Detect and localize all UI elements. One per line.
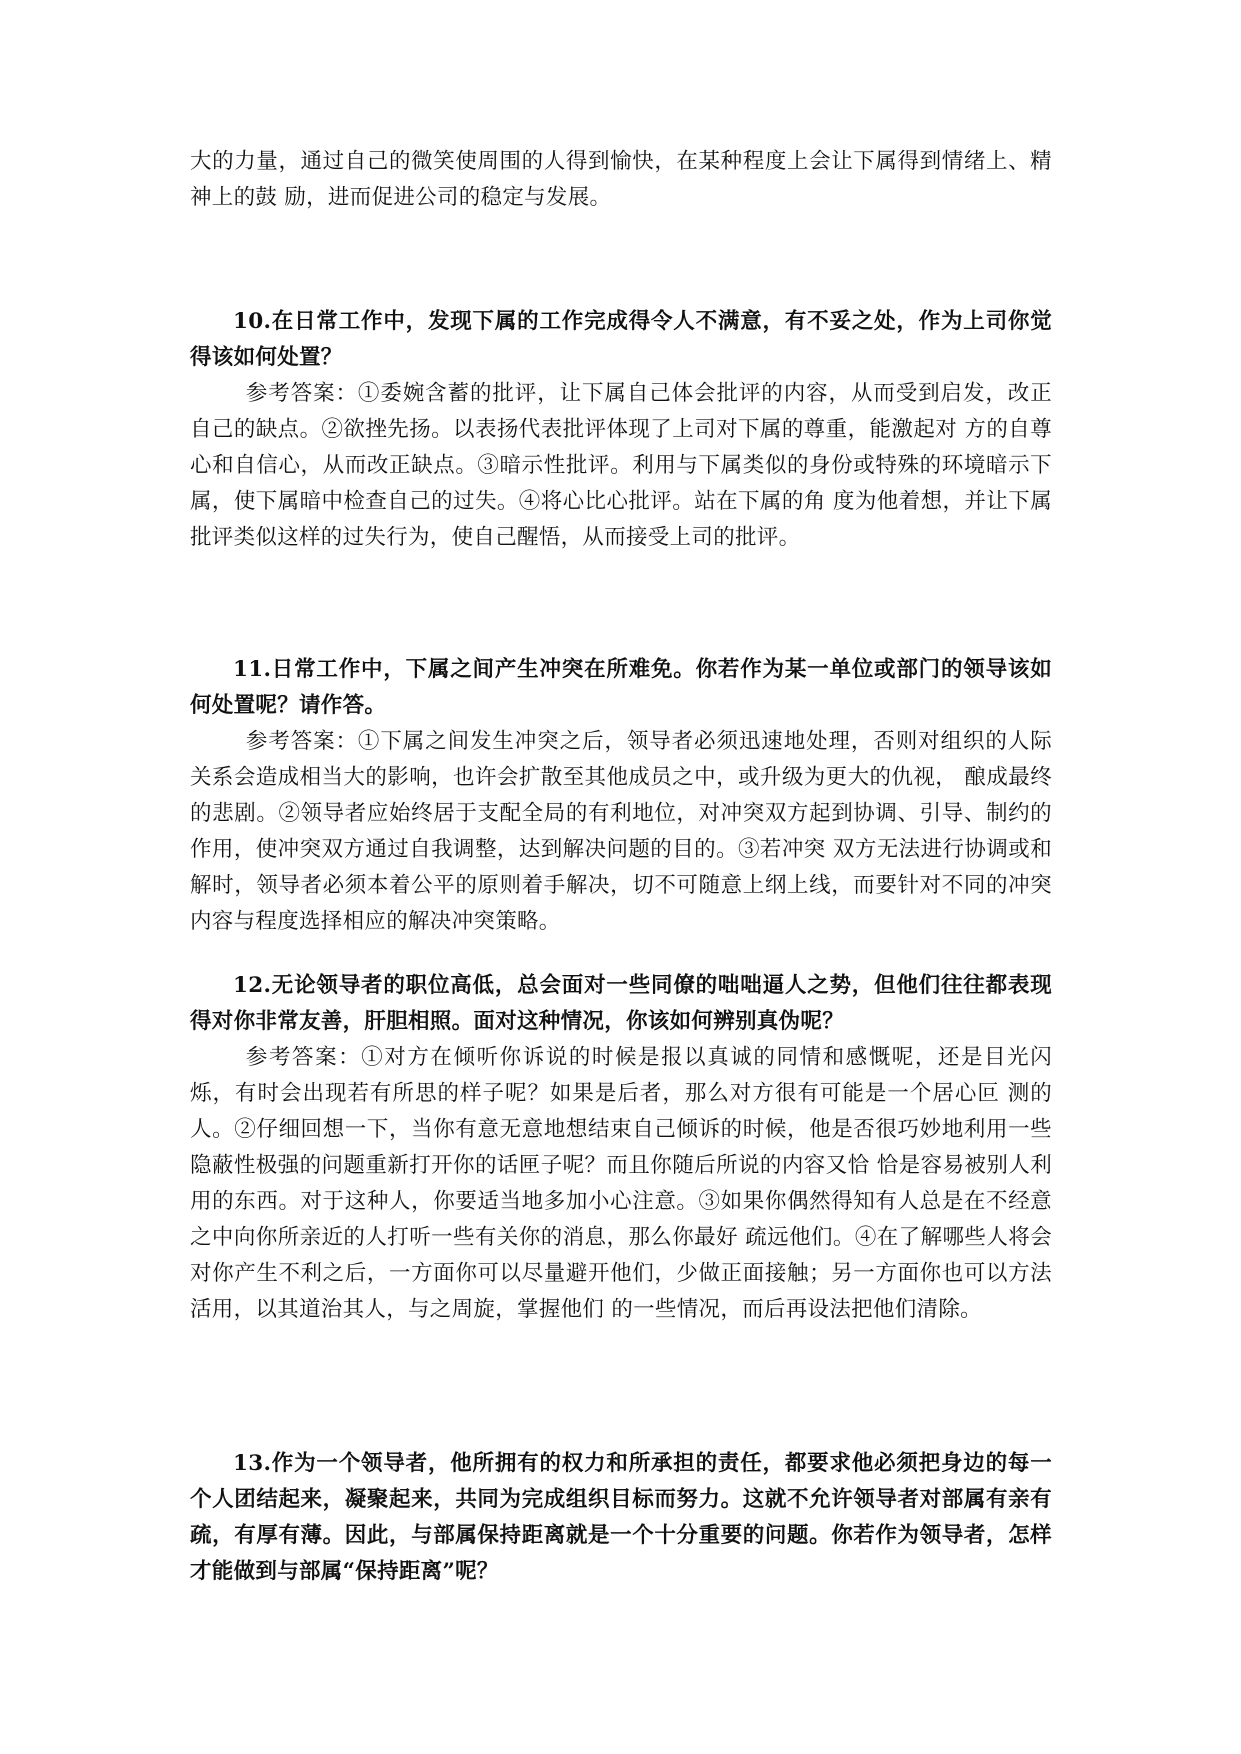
question-13-title: 13.作为一个领导者，他所拥有的权力和所承担的责任，都要求他必须把身边的每一个人团结起来，凝聚起来，共同为完成组织目标而努力。这就不允许领导者对部属有亲有疏，有厚有薄。因此，与部属保持距离就是一个十分重要的问题。你若作为领导者，怎样才能做到与部属“保持距离”呢？ [190, 1451, 1052, 1584]
question-10-title: 10.在日常工作中，发现下属的工作完成得令人不满意，有不妥之处，作为上司你觉得该如何处置？ [190, 309, 1052, 370]
question-11-block [190, 652, 1052, 940]
question-12-title: 12.无论领导者的职位高低，总会面对一些同僚的咄咄逼人之势，但他们往往都表现得对你非常友善，肝胆相照。面对这种情况，你该如何辨别真伪呢？ [190, 973, 1052, 1034]
intro-paragraph: 大的力量，通过自己的微笑使周围的人得到愉快，在某种程度上会让下属得到情绪上、精神上的鼓 励，进而促进公司的稳定与发展。 [190, 149, 1052, 210]
question-11-title: 11.日常工作中，下属之间产生冲突在所难免。你若作为某一单位或部门的领导该如何处置呢？请作答。 [190, 657, 1052, 718]
intro-block [190, 144, 1052, 216]
question-10-answer: 参考答案：①委婉含蓄的批评，让下属自己体会批评的内容，从而受到启发，改正自己的缺点。②欲挫先扬。以表扬代表批评体现了上司对下属的尊重，能激起对 方的自尊心和自信心，从而改正缺点。③暗示性批评。利用与下属类似的身份或特殊的环境暗示下属，使下属暗中检查自己的过失。④将心比心批评。站在下属的角 度为他着想，并让下属批评类似这样的过失行为，使自己醒悟，从而接受上司的批评。 [190, 381, 1052, 550]
question-11-answer: 参考答案：①下属之间发生冲突之后，领导者必须迅速地处理，否则对组织的人际关系会造成相当大的影响，也许会扩散至其他成员之中，或升级为更大的仇视， 酿成最终的悲剧。②领导者应始终居于支配全局的有利地位，对冲突双方起到协调、引导、制约的作用，使冲突双方通过自我调整，达到解决问题的目的。③若冲突 双方无法进行协调或和解时，领导者必须本着公平的原则着手解决，切不可随意上纲上线，而要针对不同的冲突内容与程度选择相应的解决冲突策略。 [190, 729, 1052, 934]
question-10-block [190, 304, 1052, 556]
question-13-block [190, 1446, 1052, 1590]
question-12-answer: 参考答案：①对方在倾听你诉说的时候是报以真诚的同情和感慨呢，还是目光闪烁，有时会出现若有所思的样子呢？如果是后者，那么对方很有可能是一个居心叵 测的人。②仔细回想一下，当你有意无意地想结束自己倾诉的时候，他是否很巧妙地利用一些隐蔽性极强的问题重新打开你的话匣子呢？而且你随后所说的内容又恰 恰是容易被别人利用的东西。对于这种人，你要适当地多加小心注意。③如果你偶然得知有人总是在不经意之中向你所亲近的人打听一些有关你的消息，那么你最好 疏远他们。④在了解哪些人将会对你产生不利之后，一方面你可以尽量避开他们，少做正面接触；另一方面你也可以方法活用，以其道治其人，与之周旋，掌握他们 的一些情况，而后再设法把他们清除。 [190, 1045, 1052, 1322]
question-12-block [190, 968, 1052, 1328]
